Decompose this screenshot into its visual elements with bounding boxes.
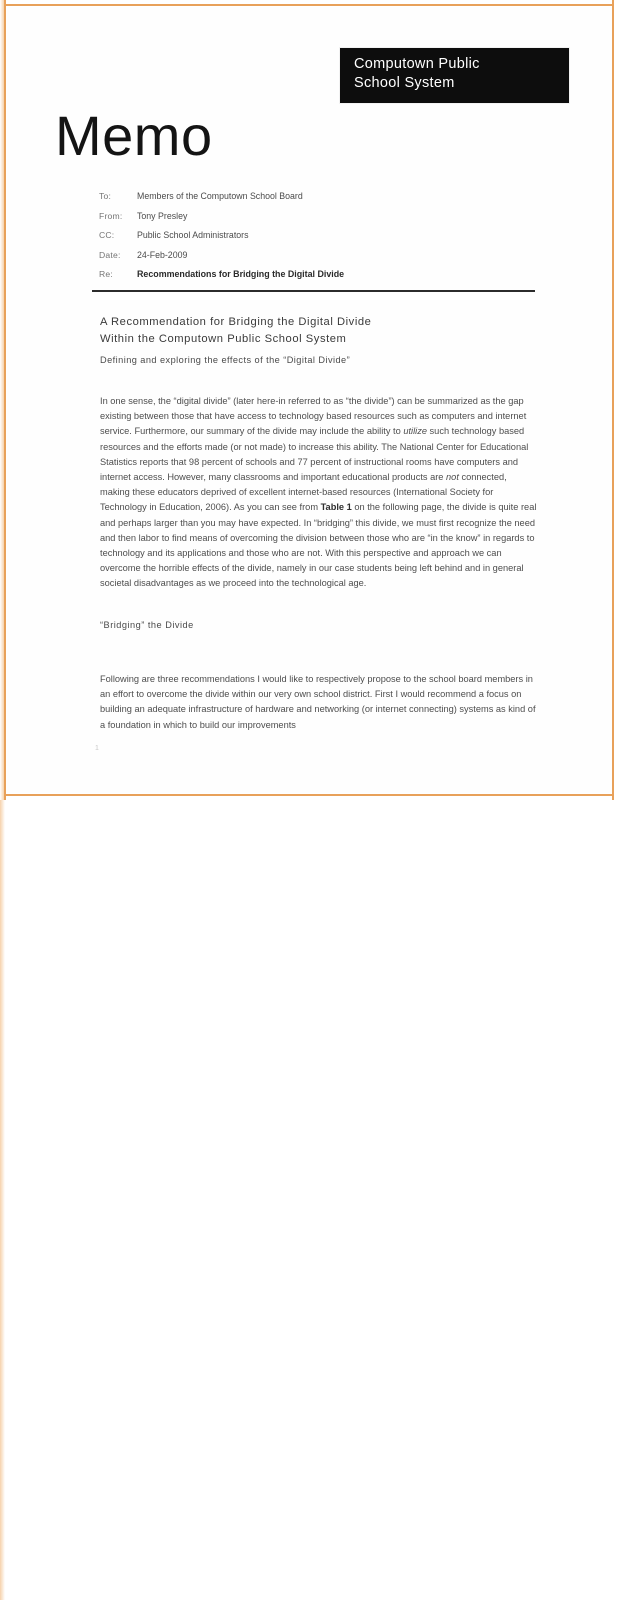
paragraph-one-italic-utilize: utilize [403,426,427,437]
document-title [100,314,371,348]
letterhead-banner [340,48,569,103]
body-paragraph-two: Following are three recommendations I would like to respectively propose to the school board members in an effort to overcome the divide within our very own school district. First I would recommend a focus on building an adequate infrastructure of hardware and networking (or internet connecting) systems as kind of a foundation in which to build our improvements [100,674,536,730]
letterhead-line-2: School System [354,75,455,92]
memo-field-date [99,250,549,270]
paragraph-one-bold-table-reference: Table 1 [320,502,352,513]
memo-field-re-value: Recommendations for Bridging the Digital Divide [137,269,345,279]
page-title: Memo [55,104,213,167]
memo-header-fields [99,191,549,289]
page-border-glow-right [0,800,5,1600]
document-title-line-2: Within the Computown Public School System [100,333,347,346]
header-divider-rule [92,290,535,292]
paragraph-one-part-4: on the following page, the divide is quite real and perhaps larger than you may have expected. In “bridging” this divide, we must first recognize the need and then labor to find means of overcoming the division between those who are “in the know” in regards to technology and its applications and those who are not. With this perspective and approach we can overcome the horrible effects of the divide, namely in our case students being left behind and in general societal disadvantages as we proceed into the technological age. [100,502,537,589]
memo-field-from [99,211,549,231]
body-paragraph-one [100,394,537,592]
memo-field-from-label: From: [99,210,123,221]
memo-field-to [99,191,549,211]
document-subtitle: Defining and exploring the effects of the “Digital Divide” [100,355,351,365]
memo-field-cc-label: CC: [99,230,115,240]
page-border-left [4,0,6,800]
paragraph-one-part-3: connected, making these educators deprived of excellent internet-based resources (International Society for Technology in Education, 2006). As you can see from [100,472,507,513]
memo-field-cc [99,230,549,250]
memo-field-re-label: Re: [99,269,113,279]
document-sheet [7,7,612,793]
memo-field-to-label: To: [99,191,112,201]
page-number: 1 [95,745,99,752]
memo-field-to-value: Members of the Computown School Board [137,191,303,201]
memo-field-cc-value: Public School Administrators [137,230,249,240]
section-heading-bridging: “Bridging” the Divide [100,620,194,630]
memo-field-date-label: Date: [99,249,121,260]
page-border-bottom [4,794,614,796]
paragraph-one-part-2: such technology based resources and the efforts made (or not made) to increase this ability. The National Center for Educational Statistics reports that 98 percent of schools and 77 percent of instructional rooms have computers and internet access. However, many classrooms and important educational products are [100,426,529,483]
memo-field-re [99,269,549,289]
letterhead-line-1: Computown Public [354,56,480,72]
document-title-line-1: A Recommendation for Bridging the Digital Divide [100,316,372,328]
page-border-top [4,4,614,6]
paragraph-one-italic-not: not [446,472,459,483]
page-border-right [612,0,614,800]
memo-field-from-value: Tony Presley [137,210,188,221]
memo-field-date-value: 24-Feb-2009 [137,249,188,260]
paragraph-one-part-1: In one sense, the “digital divide” (later here-in referred to as “the divide”) can be summarized as the gap existing between those that have access to technology based resources such as computers and internet service. Furthermore, our summary of the divide may include the ability to [100,396,527,437]
